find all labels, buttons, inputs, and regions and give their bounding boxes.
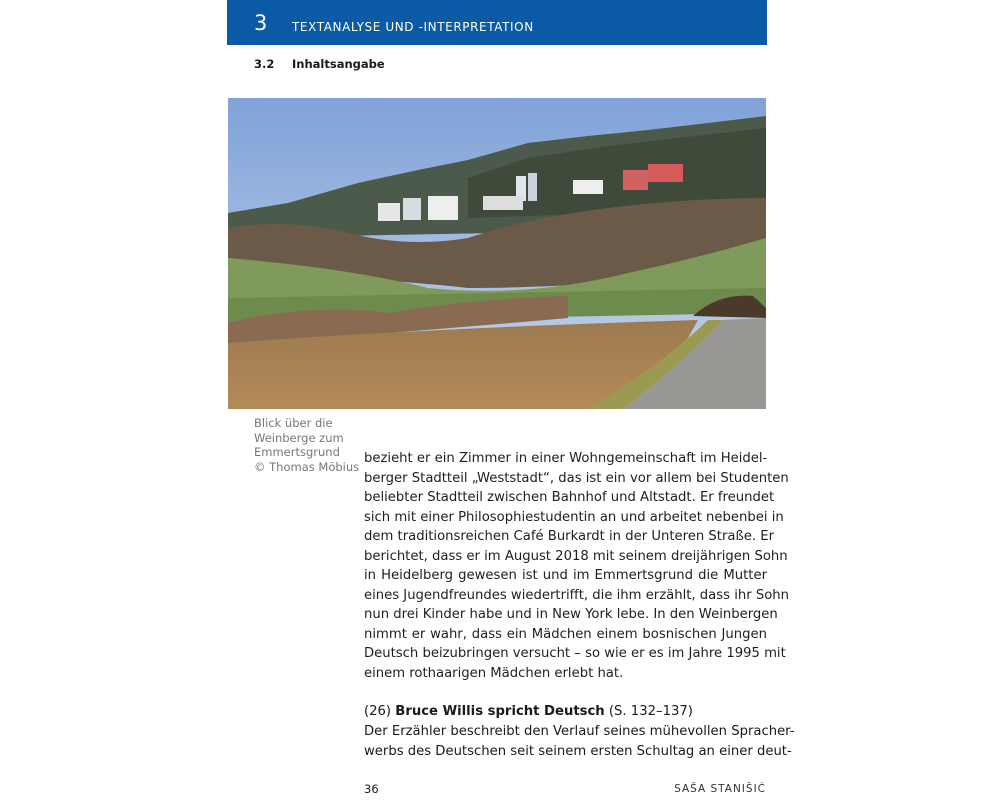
chapter-header-bar — [227, 0, 767, 45]
section-title: Inhaltsangabe — [292, 57, 385, 71]
photo-credit: © Thomas Möbius — [254, 459, 360, 474]
chapter-number: 3 — [254, 11, 268, 35]
landscape-photo — [228, 98, 766, 409]
section-heading — [254, 57, 385, 71]
text-line: berichtet, dass er im August 2018 mit seinem dreijährigen Sohn — [364, 548, 788, 564]
figure-caption — [254, 416, 364, 474]
text-line: in Heidelberg gewesen ist und im Emmertsgrund die Mutter — [364, 568, 767, 583]
caption-line: Emmertsgrund — [254, 445, 340, 459]
chapter-entry-heading — [364, 702, 767, 722]
footer-author: SAŠA STANIŠIĆ — [674, 783, 766, 795]
text-line: Der Erzähler beschreibt den Verlauf seines mühevollen Spracher- — [364, 724, 795, 739]
text-line: sich mit einer Philosophiestudentin an und arbeitet nebenbei in — [364, 509, 784, 525]
caption-line: Blick über die — [254, 416, 333, 430]
chapter-entry-number: (26) — [364, 704, 392, 719]
text-line: beliebter Stadtteil zwischen Bahnhof und Altstadt. Er freundet — [364, 490, 775, 505]
caption-line: Weinberge zum — [254, 430, 344, 445]
text-line: bezieht er ein Zimmer in einer Wohngemeinschaft im Heidel- — [364, 451, 768, 466]
text-line: nun drei Kinder habe und in New York lebe. In den Weinbergen — [364, 607, 778, 622]
text-line: berger Stadtteil „Weststadt“, das ist ein vor allem bei Studenten — [364, 470, 789, 486]
text-line: werbs des Deutschen seit seinem ersten Schultag an einer deut- — [364, 743, 792, 759]
page-number: 36 — [364, 782, 379, 796]
text-line: Deutsch beizubringen versucht – so wie er es im Jahre 1995 mit — [364, 646, 786, 661]
text-line: nimmt er wahr, dass ein Mädchen einem bosnischen Jungen — [364, 626, 767, 642]
text-line: einem rothaarigen Mädchen erlebt hat. — [364, 665, 624, 681]
chapter-entry-pages: (S. 132–137) — [608, 704, 693, 719]
body-paragraph — [364, 722, 795, 761]
text-line: dem traditionsreichen Café Burkardt in der Unteren Straße. Er — [364, 529, 775, 544]
text-line: eines Jugendfreundes wiedertrifft, die ihm erzählt, dass ihr Sohn — [364, 587, 789, 603]
body-paragraph — [364, 449, 789, 683]
section-number: 3.2 — [254, 57, 275, 71]
chapter-entry-title: Bruce Willis spricht Deutsch — [395, 704, 605, 719]
chapter-title: TEXTANALYSE UND -INTERPRETATION — [292, 20, 534, 34]
